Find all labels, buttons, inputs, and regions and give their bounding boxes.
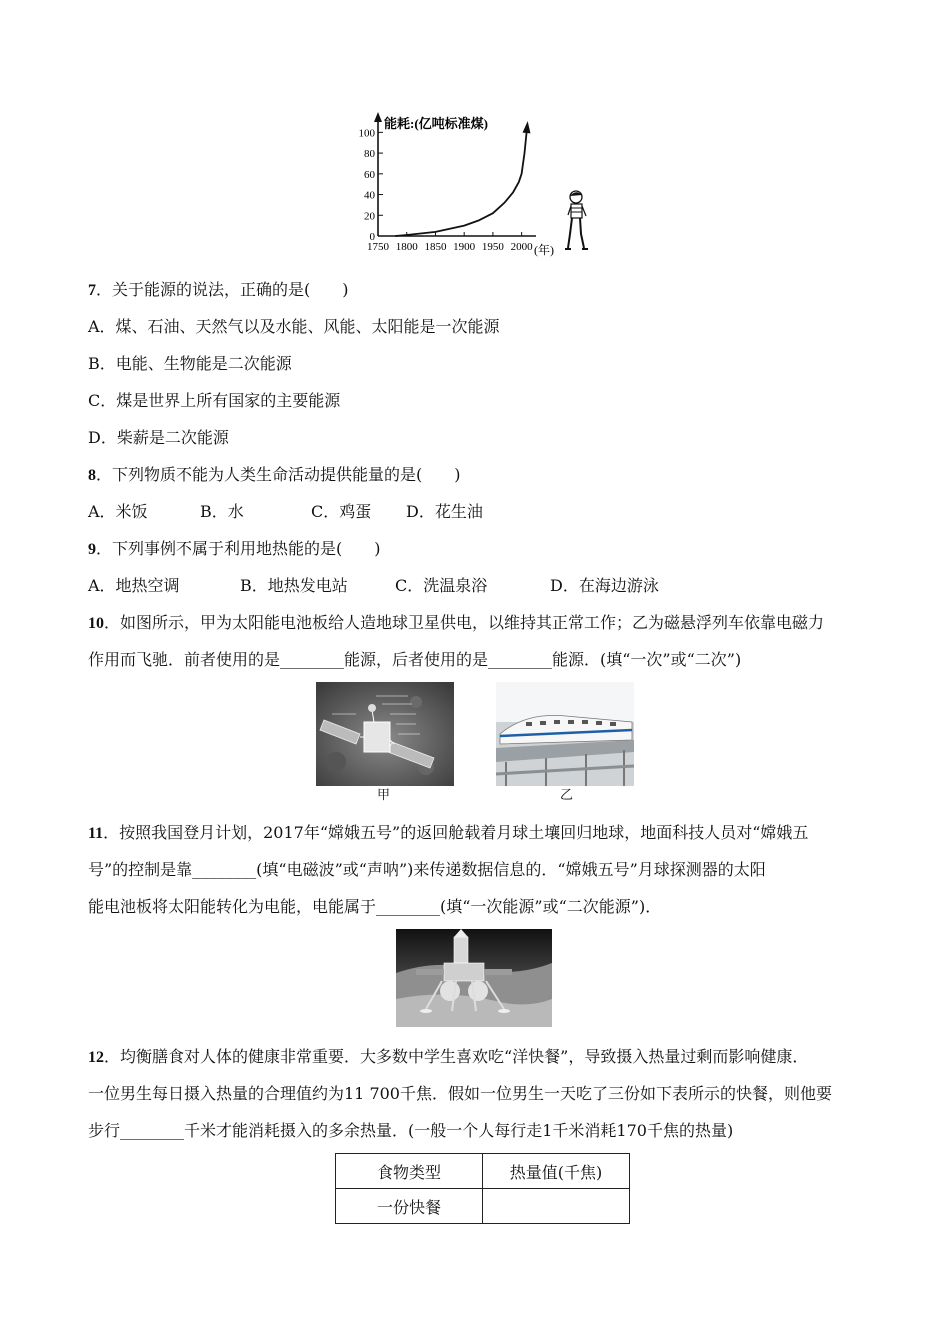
- x-tick-label: 1900: [453, 241, 476, 253]
- y-axis-arrow: [374, 112, 382, 122]
- table-header-cell: 食物类型: [336, 1154, 483, 1189]
- question-12-stem-line3: 步行________千米才能消耗摄入的多余热量．(一般一个人每行走1千米消耗170千焦的热量): [88, 1121, 734, 1140]
- y-tick-label: 20: [364, 210, 375, 223]
- y-tick-label: 40: [364, 189, 375, 202]
- person-figure-illustration: [562, 188, 592, 254]
- q7-option-a: A．煤、石油、天然气以及水能、风能、太阳能是一次能源: [88, 317, 500, 336]
- table-cell: 一份快餐: [336, 1189, 483, 1224]
- x-tick-label: 1850: [424, 241, 447, 253]
- y-tick-label: 0: [369, 231, 375, 243]
- question-text: ．均衡膳食对人体的健康非常重要．大多数中学生喜欢吃“洋快餐”，导致摄入热量过剩而影响健康．: [104, 1047, 809, 1066]
- q8-option-d: D．花生油: [406, 502, 483, 521]
- q8-option-a: A．米饭: [88, 502, 148, 521]
- y-tick-label: 100: [358, 127, 375, 140]
- x-tick-label: 1800: [395, 241, 418, 253]
- question-10-stem-line2: 作用而飞驰．前者使用的是________能源，后者使用的是________能源．(填“一次”或“二次”): [88, 650, 742, 669]
- question-12-stem-line1: [88, 1047, 808, 1068]
- question-number: 10: [88, 615, 104, 632]
- q7-option-d: D．柴薪是二次能源: [88, 428, 229, 447]
- satellite-solar-panel-image: [316, 682, 454, 786]
- food-calorie-table: [335, 1153, 630, 1224]
- question-number: 11: [88, 825, 104, 842]
- question-number: 7: [88, 282, 96, 299]
- question-text: ．下列事例不属于利用地热能的是( ): [96, 539, 381, 558]
- question-11-stem-line2: 号”的控制是靠________(填“电磁波”或“声呐”)来传递数据信息的．“嫦娥五号”月球探测器的太阳: [88, 860, 766, 879]
- q7-option-c: C．煤是世界上所有国家的主要能源: [88, 391, 341, 410]
- question-text: ．关于能源的说法，正确的是( ): [96, 280, 349, 299]
- energy-chart: [340, 108, 600, 266]
- q9-option-d: D．在海边游泳: [550, 576, 659, 595]
- question-text: ．如图所示，甲为太阳能电池板给人造地球卫星供电，以维持其正常工作；乙为磁悬浮列车依靠电磁力: [104, 613, 825, 632]
- question-10-stem-line1: [88, 613, 824, 634]
- question-8-stem: [88, 465, 461, 486]
- energy-chart-svg: [340, 108, 600, 266]
- q9-option-a: A．地热空调: [88, 576, 180, 595]
- question-number: 8: [88, 467, 96, 484]
- q7-option-b: B．电能、生物能是二次能源: [88, 354, 292, 373]
- question-12-stem-line2: 一位男生每日摄入热量的合理值约为11 700千焦．假如一位男生一天吃了三份如下表所示的快餐，则他要: [88, 1084, 832, 1103]
- q9-option-c: C．洗温泉浴: [395, 576, 488, 595]
- question-text: ．按照我国登月计划，2017年“嫦娥五号”的返回舱载着月球土壤回归地球，地面科技人员对“嫦娥五: [103, 823, 809, 842]
- table-header-cell: 热量值(千焦): [483, 1154, 630, 1189]
- q8-option-c: C．鸡蛋: [311, 502, 372, 521]
- question-number: 12: [88, 1049, 104, 1066]
- question-number: 9: [88, 541, 96, 558]
- table-row: [336, 1189, 630, 1224]
- y-tick-label: 80: [364, 148, 375, 161]
- q8-option-b: B．水: [200, 502, 244, 521]
- question-11-stem-line3: 能电池板将太阳能转化为电能，电能属于________(填“一次能源”或“二次能源”)．: [88, 897, 662, 916]
- question-7-stem: [88, 280, 349, 301]
- question-text: ．下列物质不能为人类生命活动提供能量的是( ): [96, 465, 461, 484]
- change-lunar-lander-image: [396, 929, 552, 1027]
- maglev-train-image: [496, 682, 634, 786]
- table-header-row: [336, 1154, 630, 1189]
- y-tick-label: 60: [364, 168, 375, 181]
- x-tick-label: 1950: [481, 241, 504, 253]
- table-cell-blank: [483, 1189, 630, 1224]
- caption-jia: 甲: [377, 788, 391, 803]
- x-axis-unit: (年): [534, 243, 554, 257]
- y-axis-label: 能耗:(亿吨标准煤): [384, 116, 488, 131]
- q9-option-b: B．地热发电站: [240, 576, 348, 595]
- energy-line-arrow: [523, 121, 531, 133]
- x-tick-label: 1750: [367, 241, 389, 253]
- caption-yi: 乙: [560, 788, 574, 803]
- energy-consumption-line: [395, 124, 527, 236]
- question-11-stem-line1: [88, 823, 808, 844]
- x-tick-label: 2000: [510, 241, 533, 253]
- question-9-stem: [88, 539, 381, 560]
